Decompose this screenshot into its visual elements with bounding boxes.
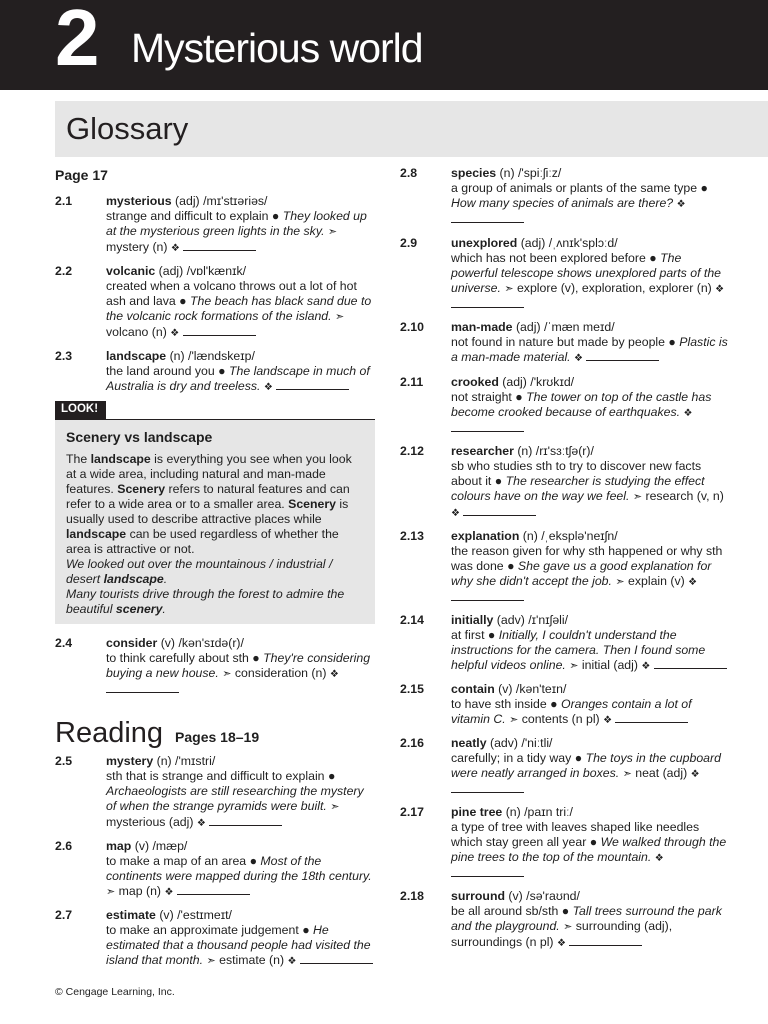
entry-related: explain (v) bbox=[628, 574, 685, 588]
answer-line bbox=[451, 867, 524, 877]
entry-pos: (v) bbox=[134, 838, 150, 853]
arrow-icon: ➣ bbox=[327, 226, 338, 238]
diamond-icon: ❖ bbox=[196, 817, 206, 829]
entry-list bbox=[55, 636, 375, 697]
entry-list bbox=[55, 194, 375, 395]
entry-related: surrounding (adj), surroundings (n pl) bbox=[451, 919, 673, 949]
reading-pages: Pages 18–19 bbox=[175, 728, 260, 745]
bullet-icon: ● bbox=[589, 835, 598, 849]
entry-body bbox=[106, 908, 375, 969]
entry-definition: carefully; in a tidy way bbox=[451, 751, 572, 765]
entry-related: mysterious (adj) bbox=[106, 814, 194, 829]
entry-pos: (adj) bbox=[502, 375, 527, 389]
entry-number: 2.1 bbox=[55, 194, 73, 208]
entry-word: crooked bbox=[451, 375, 499, 389]
bullet-icon: ● bbox=[327, 768, 336, 783]
glossary-entry bbox=[55, 908, 375, 969]
entry-related: neat (adj) bbox=[635, 766, 688, 780]
answer-line bbox=[569, 936, 642, 946]
entry-word: pine tree bbox=[451, 805, 503, 819]
entry-word: man-made bbox=[451, 320, 513, 334]
look-example-2: Many tourists drive through the forest to admire the beautiful scenery. bbox=[66, 586, 345, 616]
entry-body bbox=[106, 839, 375, 900]
answer-line bbox=[451, 591, 524, 601]
entry-number: 2.5 bbox=[55, 753, 73, 768]
entry-example: The landscape in much of Australia is dry and treeless. bbox=[106, 364, 370, 393]
entry-related: consideration (n) bbox=[234, 665, 327, 680]
entry-word: explanation bbox=[451, 529, 520, 543]
entry-definition: not found in nature but made by people bbox=[451, 335, 665, 349]
entry-body bbox=[451, 375, 730, 436]
entry-number: 2.15 bbox=[400, 682, 424, 696]
answer-line bbox=[463, 506, 536, 516]
bullet-icon: ● bbox=[507, 559, 515, 573]
entry-word: surround bbox=[451, 889, 505, 903]
glossary-entry bbox=[400, 682, 730, 728]
entry-example: The beach has black sand due to the volcanic rock formations of the island. bbox=[106, 294, 372, 323]
reading-title: Reading bbox=[55, 716, 164, 749]
entry-number: 2.8 bbox=[400, 166, 418, 180]
entry-word: mysterious bbox=[106, 194, 172, 208]
entry-body bbox=[451, 736, 730, 797]
entry-related: initial (adj) bbox=[581, 658, 638, 672]
answer-line bbox=[183, 326, 256, 336]
page-label: Page 17 bbox=[55, 167, 108, 183]
entry-definition: the reason given for why sth happened or why sth was done bbox=[451, 544, 723, 573]
entry-word: estimate bbox=[106, 907, 156, 922]
entry-pos: (n) bbox=[499, 166, 515, 180]
entry-word: mystery bbox=[106, 753, 154, 768]
arrow-icon: ➣ bbox=[330, 800, 340, 813]
look-heading: Scenery vs landscape bbox=[66, 428, 213, 445]
glossary-entry bbox=[400, 236, 730, 312]
arrow-icon: ➣ bbox=[206, 954, 216, 967]
entry-word: species bbox=[451, 166, 497, 180]
entry-pos: (adj) bbox=[158, 264, 184, 278]
entry-ipa: /ɪ'nɪʃəli/ bbox=[528, 613, 569, 627]
entry-pos: (adv) bbox=[496, 613, 525, 627]
diamond-icon: ❖ bbox=[263, 382, 273, 393]
entry-word: contain bbox=[451, 682, 495, 696]
left-column bbox=[55, 166, 375, 969]
bullet-icon: ● bbox=[218, 364, 226, 378]
entry-word: volcanic bbox=[106, 264, 156, 278]
arrow-icon: ➣ bbox=[563, 921, 573, 933]
entry-list bbox=[55, 754, 375, 969]
glossary-entry bbox=[400, 320, 730, 366]
entry-pos: (v) bbox=[159, 907, 174, 922]
entry-example: He estimated that a thousand people had visited the island that month. bbox=[106, 922, 371, 967]
entry-word: map bbox=[106, 838, 132, 853]
entry-body bbox=[451, 444, 730, 521]
glossary-entry bbox=[400, 444, 730, 521]
entry-ipa: /vɒl'kænɪk/ bbox=[186, 264, 247, 278]
look-content bbox=[55, 420, 375, 624]
answer-line bbox=[300, 954, 373, 964]
arrow-icon: ➣ bbox=[106, 885, 116, 898]
entry-ipa: /'mɪstri/ bbox=[175, 753, 216, 768]
entry-body bbox=[106, 636, 375, 697]
answer-line bbox=[106, 683, 179, 693]
entry-number: 2.7 bbox=[55, 907, 73, 922]
entry-number: 2.9 bbox=[400, 236, 418, 250]
bullet-icon: ● bbox=[550, 697, 558, 711]
entry-related: volcano (n) bbox=[106, 325, 167, 339]
bullet-icon: ● bbox=[649, 251, 657, 265]
entry-number: 2.14 bbox=[400, 613, 424, 627]
glossary-entry bbox=[55, 754, 375, 831]
entry-body bbox=[451, 166, 730, 227]
diamond-icon: ❖ bbox=[556, 938, 566, 949]
entry-related: estimate (n) bbox=[219, 952, 285, 967]
unit-number: 2 bbox=[55, 0, 98, 82]
entry-example: The powerful telescope shows unexplored parts of the universe. bbox=[451, 251, 722, 295]
diamond-icon: ❖ bbox=[329, 668, 339, 680]
bullet-icon: ● bbox=[487, 628, 496, 642]
entry-ipa: /'lændskeɪp/ bbox=[188, 349, 255, 363]
entry-number: 2.12 bbox=[400, 444, 424, 458]
answer-line bbox=[209, 816, 282, 826]
entry-definition: be all around sb/sth bbox=[451, 904, 559, 918]
bullet-icon: ● bbox=[700, 181, 708, 195]
diamond-icon: ❖ bbox=[683, 408, 693, 419]
diamond-icon: ❖ bbox=[690, 769, 700, 780]
unit-title: Mysterious world bbox=[131, 25, 423, 71]
entry-related: map (n) bbox=[118, 883, 162, 898]
diamond-icon: ❖ bbox=[641, 661, 651, 672]
entry-ipa: /kən'sɪdə(r)/ bbox=[178, 635, 244, 650]
unit-banner bbox=[0, 0, 768, 90]
entry-ipa: /mɪ'stɪəriəs/ bbox=[203, 194, 268, 208]
entry-pos: (v) bbox=[508, 889, 523, 903]
diamond-icon: ❖ bbox=[688, 577, 698, 588]
entry-pos: (n) bbox=[505, 805, 521, 819]
entry-ipa: /'estɪmeɪt/ bbox=[177, 907, 232, 922]
entry-example: Archaeologists are still researching the mystery of when the strange pyramids were built. bbox=[106, 783, 364, 813]
bullet-icon: ● bbox=[574, 751, 583, 765]
entry-example: They looked up at the mysterious green lights in the sky. bbox=[106, 209, 367, 238]
entry-number: 2.10 bbox=[400, 320, 424, 334]
entry-related: mystery (n) bbox=[106, 240, 168, 254]
entry-example: The researcher is studying the effect colours have on the way we feel. bbox=[451, 474, 705, 503]
diamond-icon: ❖ bbox=[451, 508, 460, 519]
entry-ipa: /ˌʌnɪk'splɔːd/ bbox=[548, 236, 618, 250]
entry-word: landscape bbox=[106, 349, 167, 363]
entry-body bbox=[451, 805, 730, 881]
answer-line bbox=[451, 783, 524, 793]
right-column bbox=[400, 166, 730, 951]
bullet-icon: ● bbox=[494, 474, 503, 488]
entry-definition: to have sth inside bbox=[451, 697, 547, 711]
entry-pos: (v) bbox=[160, 635, 176, 650]
bullet-icon: ● bbox=[561, 904, 570, 918]
entry-pos: (n) bbox=[522, 529, 538, 543]
bullet-icon: ● bbox=[302, 922, 310, 937]
entry-pos: (adv) bbox=[489, 736, 518, 750]
entry-example: The toys in the cupboard were neatly arranged in boxes. bbox=[451, 751, 721, 780]
entry-body bbox=[106, 349, 375, 395]
entry-definition: strange and difficult to explain bbox=[106, 209, 269, 223]
entry-number: 2.18 bbox=[400, 889, 424, 903]
entry-word: researcher bbox=[451, 444, 514, 458]
look-paragraph: The landscape is everything you see when you look at a wide area, including natural and man-made features. Scenery refers to natural features and can refer to a wide area or to a smaller area. Scenery is usually used to describe attractive places while landscape can be used regardless of whether the area is attractive or not. We looked out over the mountainous / industrial / desert landscape. Many tourists drive through the forest to admire the beautiful scenery. bbox=[66, 451, 352, 616]
bullet-icon: ● bbox=[515, 390, 523, 404]
bullet-icon: ● bbox=[179, 294, 187, 308]
entry-related: research (v, n) bbox=[645, 489, 724, 503]
entry-example: She gave us a good explanation for why she didn't accept the job. bbox=[451, 559, 712, 588]
look-box bbox=[55, 401, 375, 624]
entry-definition: to make an approximate judgement bbox=[106, 922, 299, 937]
entry-example: Oranges contain a lot of vitamin C. bbox=[451, 697, 692, 726]
entry-example: Most of the continents were mapped during the 18th century. bbox=[106, 853, 372, 883]
entry-definition: a type of tree with leaves shaped like needles which stay green all year bbox=[451, 820, 700, 849]
entry-example: Initially, I couldn't understand the instructions for the camera. Then I found some helpful videos online. bbox=[451, 628, 706, 672]
glossary-title: Glossary bbox=[66, 111, 189, 146]
bullet-icon: ● bbox=[668, 335, 676, 349]
entry-number: 2.17 bbox=[400, 805, 424, 819]
entry-body bbox=[451, 613, 730, 674]
entry-ipa: /ˌeksplə'neɪʃn/ bbox=[541, 529, 618, 543]
glossary-entry bbox=[55, 636, 375, 697]
entry-pos: (v) bbox=[498, 682, 513, 696]
entry-body bbox=[106, 194, 375, 256]
entry-definition: a group of animals or plants of the same type bbox=[451, 181, 698, 195]
diamond-icon: ❖ bbox=[715, 284, 725, 295]
entry-body bbox=[451, 529, 730, 605]
entry-definition: sb who studies sth to try to discover new facts about it bbox=[451, 459, 702, 488]
answer-line bbox=[451, 422, 524, 432]
entry-ipa: /'krʊkɪd/ bbox=[530, 375, 575, 389]
entry-ipa: /mæp/ bbox=[152, 838, 188, 853]
glossary-entry bbox=[55, 839, 375, 900]
arrow-icon: ➣ bbox=[622, 768, 632, 780]
diamond-icon: ❖ bbox=[603, 715, 613, 726]
arrow-icon: ➣ bbox=[222, 667, 232, 680]
bullet-icon: ● bbox=[252, 650, 260, 665]
entry-body bbox=[106, 754, 375, 831]
glossary-header bbox=[55, 101, 768, 157]
entry-example: Plastic is a man-made material. bbox=[451, 335, 728, 364]
entry-number: 2.11 bbox=[400, 375, 424, 389]
entry-example: How many species of animals are there? bbox=[451, 196, 674, 210]
entry-ipa: /ˈmæn meɪd/ bbox=[543, 320, 615, 334]
entry-definition: to think carefully about sth bbox=[106, 650, 249, 665]
answer-line bbox=[615, 713, 688, 723]
glossary-entry bbox=[400, 805, 730, 881]
entry-pos: (n) bbox=[169, 349, 185, 363]
glossary-entry bbox=[400, 889, 730, 951]
glossary-entry bbox=[55, 349, 375, 395]
entry-definition: not straight bbox=[451, 390, 512, 404]
diamond-icon: ❖ bbox=[170, 243, 180, 254]
entry-definition: sth that is strange and difficult to explain bbox=[106, 768, 325, 783]
entry-ipa: /paɪn triː/ bbox=[524, 805, 573, 819]
entry-body bbox=[451, 889, 730, 951]
entry-ipa: /'spiːʃiːz/ bbox=[518, 166, 562, 180]
diamond-icon: ❖ bbox=[164, 886, 174, 898]
diamond-icon: ❖ bbox=[287, 955, 297, 967]
entry-list bbox=[400, 166, 730, 951]
arrow-icon: ➣ bbox=[615, 576, 625, 588]
look-tag: LOOK! bbox=[55, 401, 106, 419]
entry-body bbox=[451, 236, 730, 312]
entry-pos: (n) bbox=[156, 753, 172, 768]
glossary-entry bbox=[400, 736, 730, 797]
diamond-icon: ❖ bbox=[654, 853, 664, 864]
arrow-icon: ➣ bbox=[569, 660, 579, 672]
entry-definition: at first bbox=[451, 628, 485, 642]
answer-line bbox=[183, 241, 256, 251]
look-example-1: We looked out over the mountainous / industrial / desert landscape. bbox=[66, 556, 333, 586]
entry-pos: (adj) bbox=[520, 236, 546, 250]
answer-line bbox=[451, 213, 524, 223]
copyright-footer: © Cengage Learning, Inc. bbox=[55, 986, 175, 998]
entry-number: 2.6 bbox=[55, 838, 73, 853]
entry-example: The tower on top of the castle has become crooked because of earthquakes. bbox=[451, 390, 712, 419]
entry-body bbox=[451, 320, 730, 366]
diamond-icon: ❖ bbox=[574, 353, 583, 364]
entry-definition: which has not been explored before bbox=[451, 251, 646, 265]
diamond-icon: ❖ bbox=[676, 199, 686, 210]
entry-pos: (adj) bbox=[175, 194, 200, 208]
entry-definition: to make a map of an area bbox=[106, 853, 247, 868]
entry-definition: created when a volcano throws out a lot of hot ash and lava bbox=[106, 279, 357, 308]
bullet-icon: ● bbox=[271, 209, 280, 223]
glossary-entry bbox=[400, 375, 730, 436]
glossary-entry bbox=[400, 613, 730, 674]
entry-body bbox=[451, 682, 730, 728]
entry-ipa: /'niːtli/ bbox=[521, 736, 553, 750]
entry-example: They're considering buying a new house. bbox=[106, 650, 371, 680]
answer-line bbox=[654, 659, 727, 669]
entry-word: neatly bbox=[451, 736, 487, 750]
entry-example: We walked through the pine trees to the top of the mountain. bbox=[451, 835, 727, 864]
entry-word: consider bbox=[106, 635, 158, 650]
entry-ipa: /rɪ'sɜːtʃə(r)/ bbox=[535, 444, 594, 458]
entry-number: 2.3 bbox=[55, 349, 73, 363]
arrow-icon: ➣ bbox=[632, 491, 643, 503]
entry-number: 2.4 bbox=[55, 635, 73, 650]
answer-line bbox=[451, 298, 524, 308]
entry-number: 2.16 bbox=[400, 736, 424, 750]
answer-line bbox=[276, 380, 349, 390]
entry-pos: (n) bbox=[517, 444, 533, 458]
entry-pos: (adj) bbox=[515, 320, 541, 334]
entry-number: 2.13 bbox=[400, 529, 424, 543]
entry-body bbox=[106, 264, 375, 341]
glossary-entry bbox=[400, 166, 730, 227]
entry-word: initially bbox=[451, 613, 494, 627]
entry-ipa: /sə'raʊnd/ bbox=[526, 889, 580, 903]
glossary-entry bbox=[55, 194, 375, 256]
bullet-icon: ● bbox=[249, 853, 257, 868]
answer-line bbox=[177, 885, 250, 895]
glossary-entry bbox=[400, 529, 730, 605]
entry-ipa: /kən'teɪn/ bbox=[515, 682, 567, 696]
glossary-entry bbox=[55, 264, 375, 341]
entry-related: contents (n pl) bbox=[521, 712, 600, 726]
arrow-icon: ➣ bbox=[509, 714, 519, 726]
arrow-icon: ➣ bbox=[504, 283, 514, 295]
answer-line bbox=[586, 351, 659, 361]
entry-number: 2.2 bbox=[55, 264, 73, 278]
arrow-icon: ➣ bbox=[334, 311, 345, 323]
entry-related: explore (v), exploration, explorer (n) bbox=[516, 281, 712, 295]
entry-example: Tall trees surround the park and the playground. bbox=[451, 904, 722, 933]
entry-definition: the land around you bbox=[106, 364, 215, 378]
diamond-icon: ❖ bbox=[170, 328, 180, 339]
entry-word: unexplored bbox=[451, 236, 518, 250]
reading-section-header bbox=[55, 716, 375, 749]
